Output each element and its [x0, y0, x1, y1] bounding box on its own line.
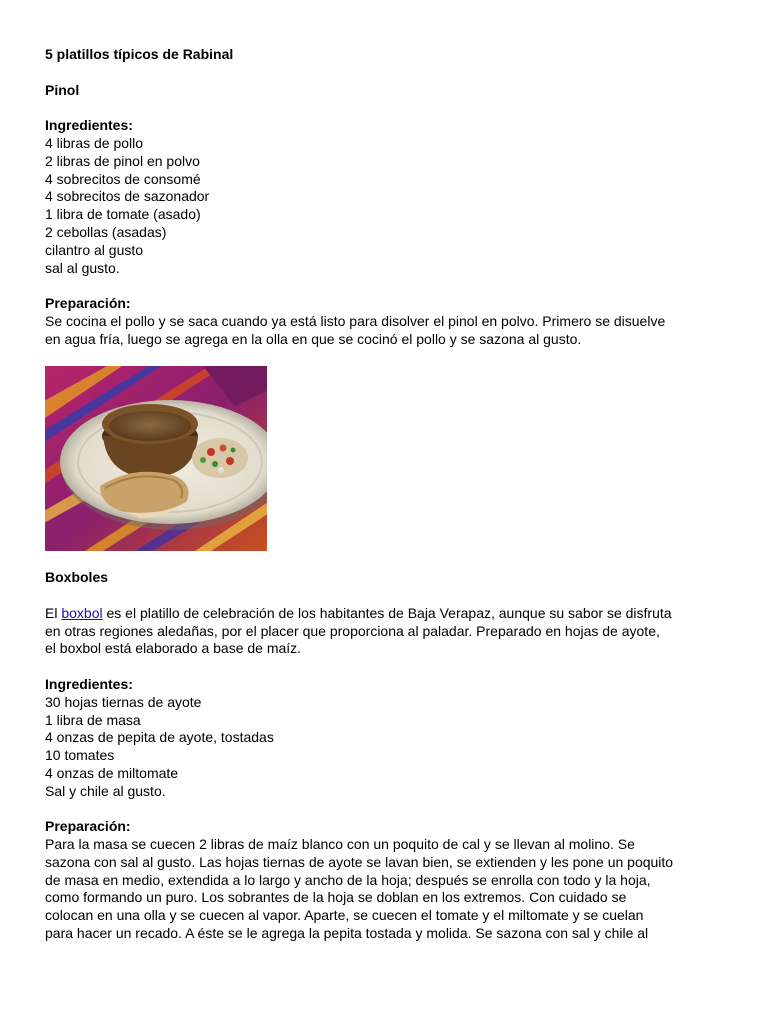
boxboles-intro — [45, 605, 735, 658]
pinol-preparation-text — [45, 313, 735, 349]
paragraph-line: en agua fría, luego se agrega en la olla en que se cocinó el pollo y se sazona al gusto. — [45, 330, 582, 347]
paragraph-line: de masa en medio, extendida a lo largo y ancho de la hoja; después se enrolla con todo y la hoja, — [45, 871, 651, 888]
paragraph-line — [45, 605, 735, 623]
pinol-photo — [45, 366, 267, 551]
paragraph-line: en otras regiones aledañas, por el placer que proporciona al paladar. Preparado en hojas de ayote, — [45, 622, 660, 639]
list-item: 4 onzas de miltomate — [45, 764, 179, 781]
list-item: 30 hojas tiernas de ayote — [45, 693, 202, 710]
paragraph-line: el boxbol está elaborado a base de maíz. — [45, 640, 302, 657]
list-item: 4 sobrecitos de sazonador — [45, 188, 210, 205]
boxboles-preparation-heading: Preparación: — [45, 818, 131, 835]
list-item: 2 libras de pinol en polvo — [45, 152, 200, 169]
pinol-heading: Pinol — [45, 81, 80, 98]
document-title: 5 platillos típicos de Rabinal — [45, 46, 234, 62]
paragraph-line: como formando un puro. Los sobrantes de la hoja se doblan en los extremos. Con cuidado se — [45, 889, 627, 906]
paragraph-line: Para la masa se cuecen 2 libras de maíz blanco con un poquito de cal y se llevan al molino. Se — [45, 836, 635, 853]
list-item: cilantro al gusto — [45, 241, 144, 258]
list-item: 4 libras de pollo — [45, 134, 144, 151]
paragraph-line: para hacer un recado. A éste se le agrega la pepita tostada y molida. Se sazona con sal y chile al — [45, 925, 649, 942]
list-item: Sal y chile al gusto. — [45, 782, 166, 799]
list-item: 4 sobrecitos de consomé — [45, 170, 201, 187]
boxboles-ingredients-list — [45, 694, 735, 801]
pinol-ingredients-heading: Ingredientes: — [45, 117, 133, 134]
list-item: sal al gusto. — [45, 259, 120, 276]
paragraph-line: sazona con sal al gusto. Las hojas tiernas de ayote se lavan bien, se extienden y les pone un poquito — [45, 853, 674, 870]
boxboles-ingredients-heading: Ingredientes: — [45, 675, 133, 692]
boxboles-heading: Boxboles — [45, 569, 109, 586]
boxbol-link[interactable]: boxbol — [61, 604, 103, 621]
list-item: 4 onzas de pepita de ayote, tostadas — [45, 729, 274, 746]
list-item: 2 cebollas (asadas) — [45, 223, 167, 240]
pinol-preparation-heading: Preparación: — [45, 295, 131, 312]
list-item: 1 libra de tomate (asado) — [45, 206, 201, 223]
list-item: 10 tomates — [45, 747, 115, 764]
intro-prefix: El — [45, 604, 62, 621]
paragraph-line: colocan en una olla y se cuecen al vapor. Aparte, se cuecen el tomate y el miltomate y se cuelan — [45, 907, 644, 924]
list-item: 1 libra de masa — [45, 711, 141, 728]
paragraph-line: Se cocina el pollo y se saca cuando ya está listo para disolver el pinol en polvo. Primero se disuelve — [45, 312, 666, 329]
document-content — [45, 46, 735, 943]
boxboles-preparation-text — [45, 836, 735, 943]
pinol-ingredients-list — [45, 135, 735, 277]
intro-line-rest: es el platillo de celebración de los habitantes de Baja Verapaz, aunque su sabor se disfruta — [102, 604, 672, 621]
